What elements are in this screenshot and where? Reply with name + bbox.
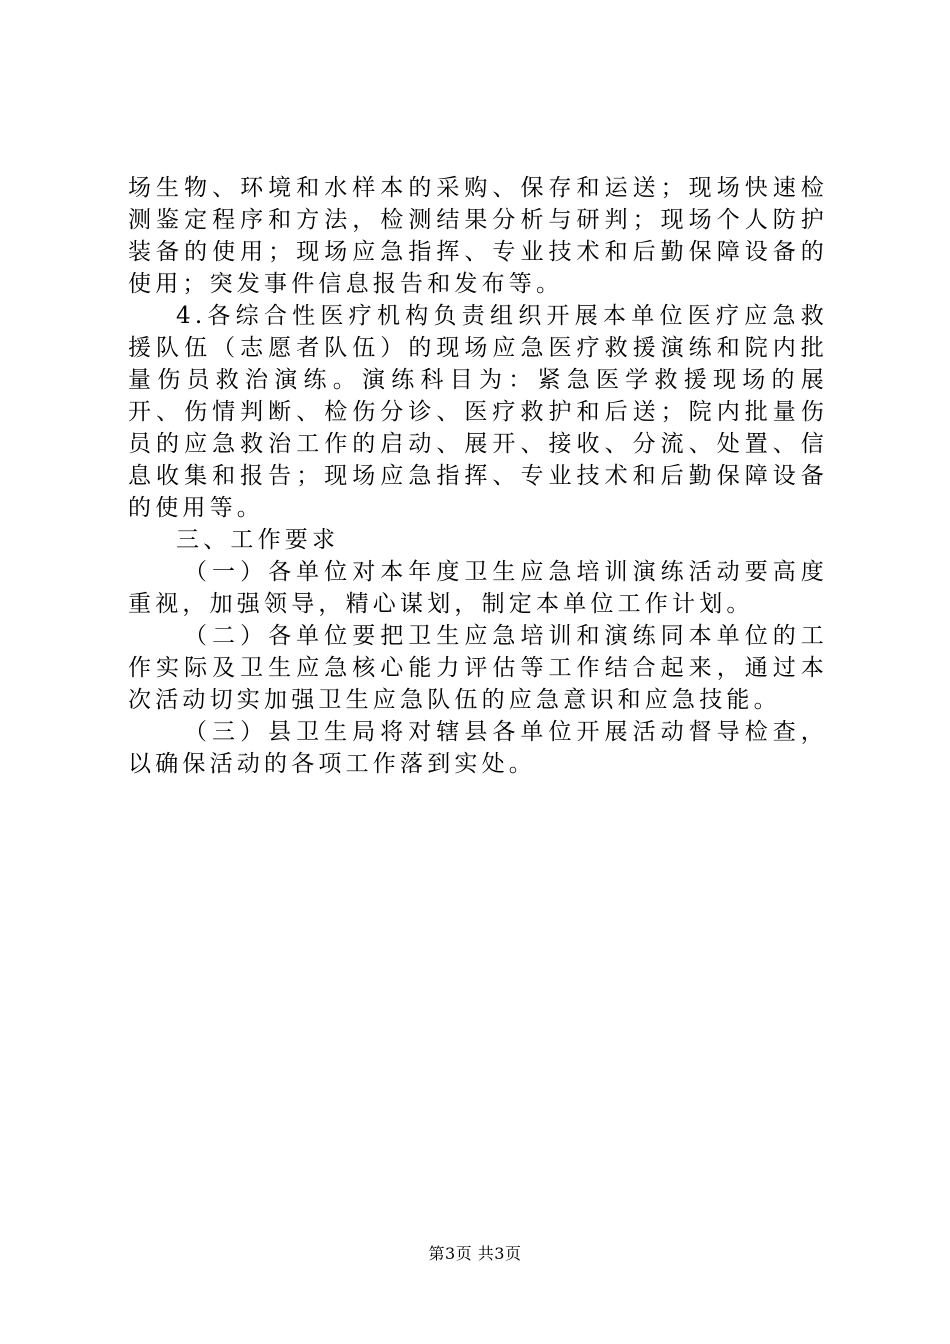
paragraph-requirement-1: （一）各单位对本年度卫生应急培训演练活动要高度重视，加强领导，精心谋划，制定本单位工作计划。 bbox=[128, 559, 828, 617]
paragraph-requirement-3: （三）县卫生局将对辖县各单位开展活动督导检查，以确保活动的各项工作落到实处。 bbox=[128, 719, 828, 777]
paragraph-continuation: 场生物、环境和水样本的采购、保存和运送；现场快速检测鉴定程序和方法，检测结果分析与研判；现场个人防护装备的使用；现场应急指挥、专业技术和后勤保障设备的使用；突发事件信息报告和发布等。 bbox=[128, 175, 828, 297]
paragraph-item-4: 4.各综合性医疗机构负责组织开展本单位医疗应急救援队伍（志愿者队伍）的现场应急医疗救援演练和院内批量伤员救治演练。演练科目为：紧急医学救援现场的展开、伤情判断、检伤分诊、医疗救护和后送；院内批量伤员的应急救治工作的启动、展开、接收、分流、处置、信息收集和报告；现场应急指挥、专业技术和后勤保障设备的使用等。 bbox=[128, 303, 828, 521]
document-body bbox=[128, 172, 828, 780]
paragraph-requirement-2: （二）各单位要把卫生应急培训和演练同本单位的工作实际及卫生应急核心能力评估等工作结合起来，通过本次活动切实加强卫生应急队伍的应急意识和应急技能。 bbox=[128, 623, 828, 713]
section-heading-requirements: 三、工作要求 bbox=[176, 527, 340, 553]
page-number-footer: 第3页 共3页 bbox=[428, 1244, 522, 1263]
